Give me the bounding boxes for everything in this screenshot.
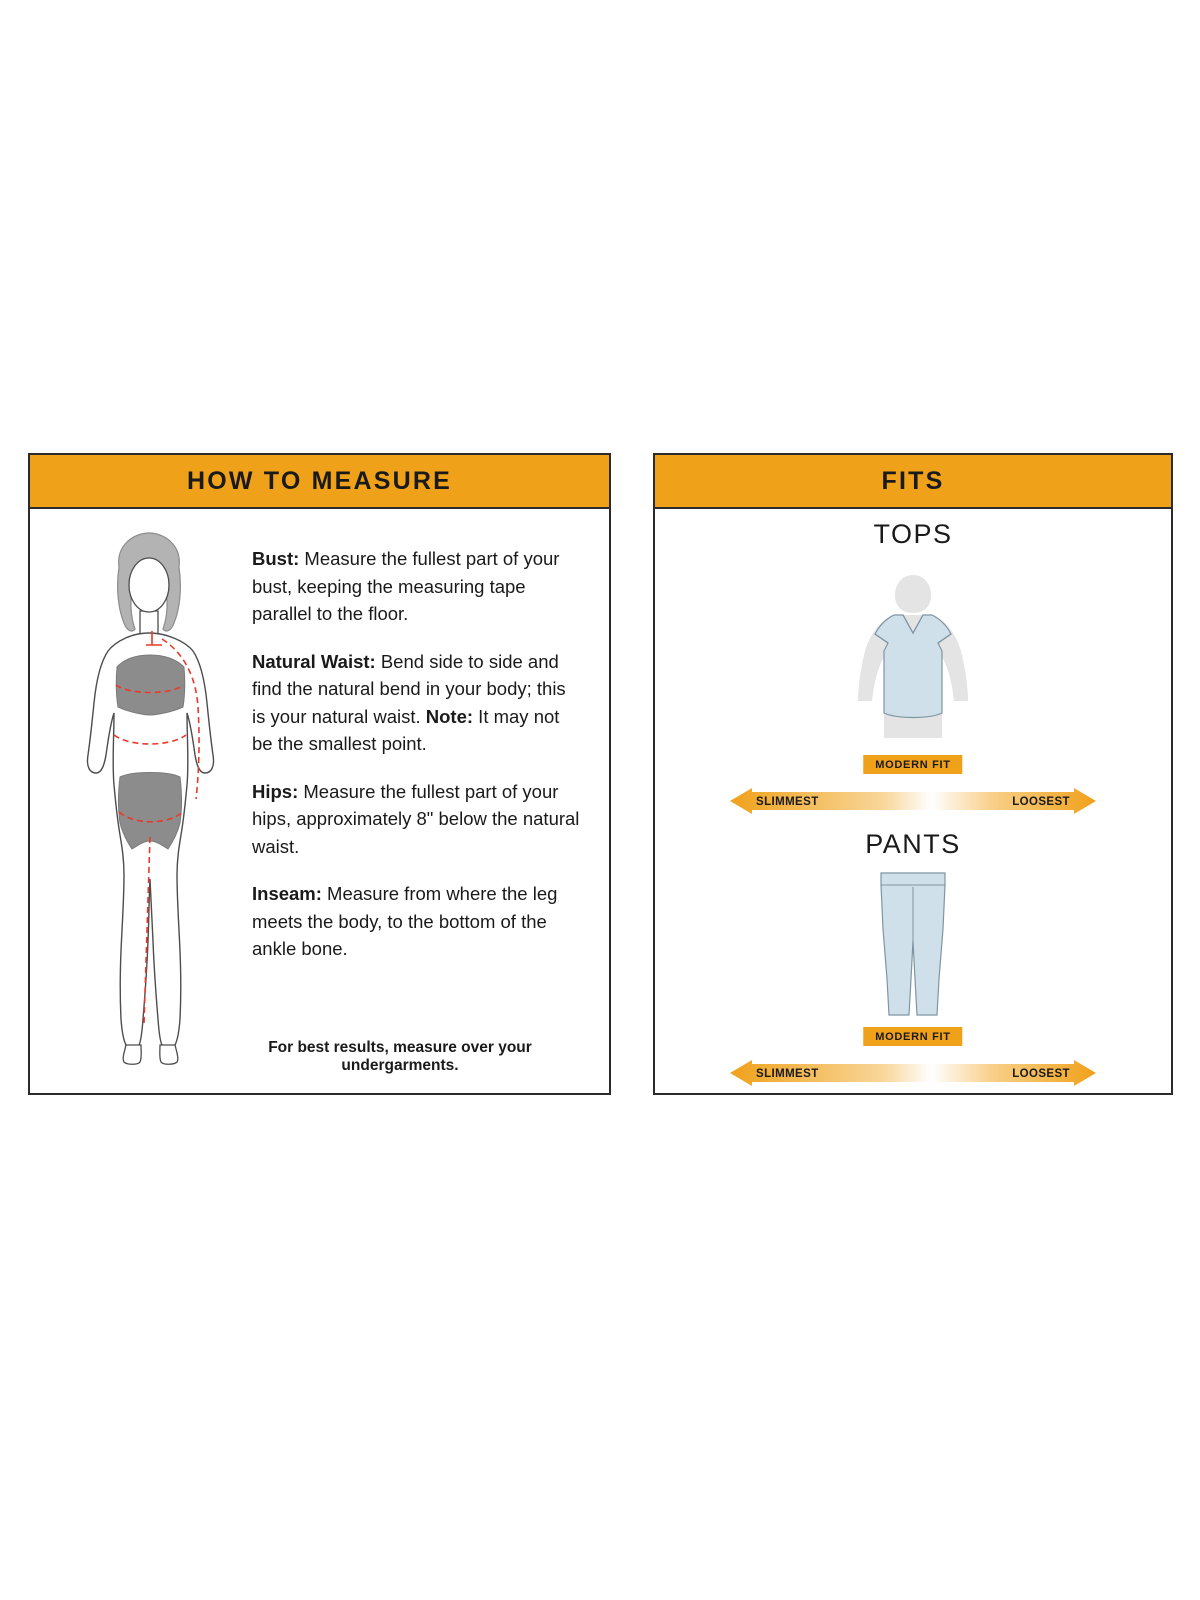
pants-title: PANTS	[865, 829, 961, 859]
body-figure-svg	[44, 527, 254, 1067]
head-shape	[129, 558, 169, 612]
pants-scale-left-label: SLIMMEST	[756, 1068, 819, 1080]
how-to-measure-body	[30, 509, 609, 1093]
instruction-hips	[252, 778, 582, 861]
measure-footnote: For best results, measure over your undergarments.	[268, 1039, 532, 1074]
instruction-waist-note-text: It may not be the smallest point.	[252, 705, 560, 754]
bra-garment	[116, 655, 184, 715]
right-foot	[160, 1045, 178, 1064]
instruction-bust-term: Bust:	[252, 548, 300, 569]
instruction-bust	[252, 545, 582, 628]
fits-panel	[653, 453, 1173, 1095]
tops-scale-left-label: SLIMMEST	[756, 796, 819, 808]
instruction-inseam	[252, 880, 582, 963]
pants-scale-right-label: LOOSEST	[1012, 1068, 1070, 1080]
instruction-inseam-term: Inseam:	[252, 883, 322, 904]
how-to-measure-panel	[28, 453, 611, 1095]
neck-shape	[140, 611, 158, 635]
instruction-natural-waist	[252, 648, 582, 758]
fits-body	[655, 509, 1171, 1093]
fits-header: FITS	[655, 455, 1171, 509]
instruction-hips-term: Hips:	[252, 780, 299, 802]
instruction-waist-note-term: Note:	[425, 705, 474, 727]
instruction-waist-text: Bend side to side and find the natural bend in your body; this is your natural waist.	[252, 650, 566, 727]
left-foot	[123, 1045, 141, 1064]
instruction-waist-term: Natural Waist:	[252, 650, 376, 672]
pants-illustration-svg	[853, 869, 973, 1019]
tops-title: TOPS	[873, 519, 953, 549]
tops-illustration	[818, 563, 1008, 753]
how-to-measure-header: HOW TO MEASURE	[30, 455, 609, 509]
instruction-inseam-text: Measure from where the leg meets the body, to the bottom of the ankle bone.	[252, 883, 558, 959]
pants-illustration	[853, 869, 973, 1024]
measure-instructions	[252, 545, 582, 983]
pants-fit-badge: MODERN FIT	[863, 1027, 962, 1046]
tops-illustration-svg	[818, 563, 1008, 748]
instruction-bust-text: Measure the fullest part of your bust, keeping the measuring tape parallel to the floor.	[252, 548, 560, 624]
tops-fit-scale	[730, 788, 1096, 820]
tops-scale-right-label: LOOSEST	[1012, 796, 1070, 808]
female-body-diagram	[44, 527, 254, 1067]
model-head	[895, 575, 931, 613]
tops-fit-badge: MODERN FIT	[863, 755, 962, 774]
pants-fit-scale	[730, 1060, 1096, 1092]
instruction-hips-text: Measure the fullest part of your hips, approximately 8" below the natural waist.	[252, 780, 580, 857]
